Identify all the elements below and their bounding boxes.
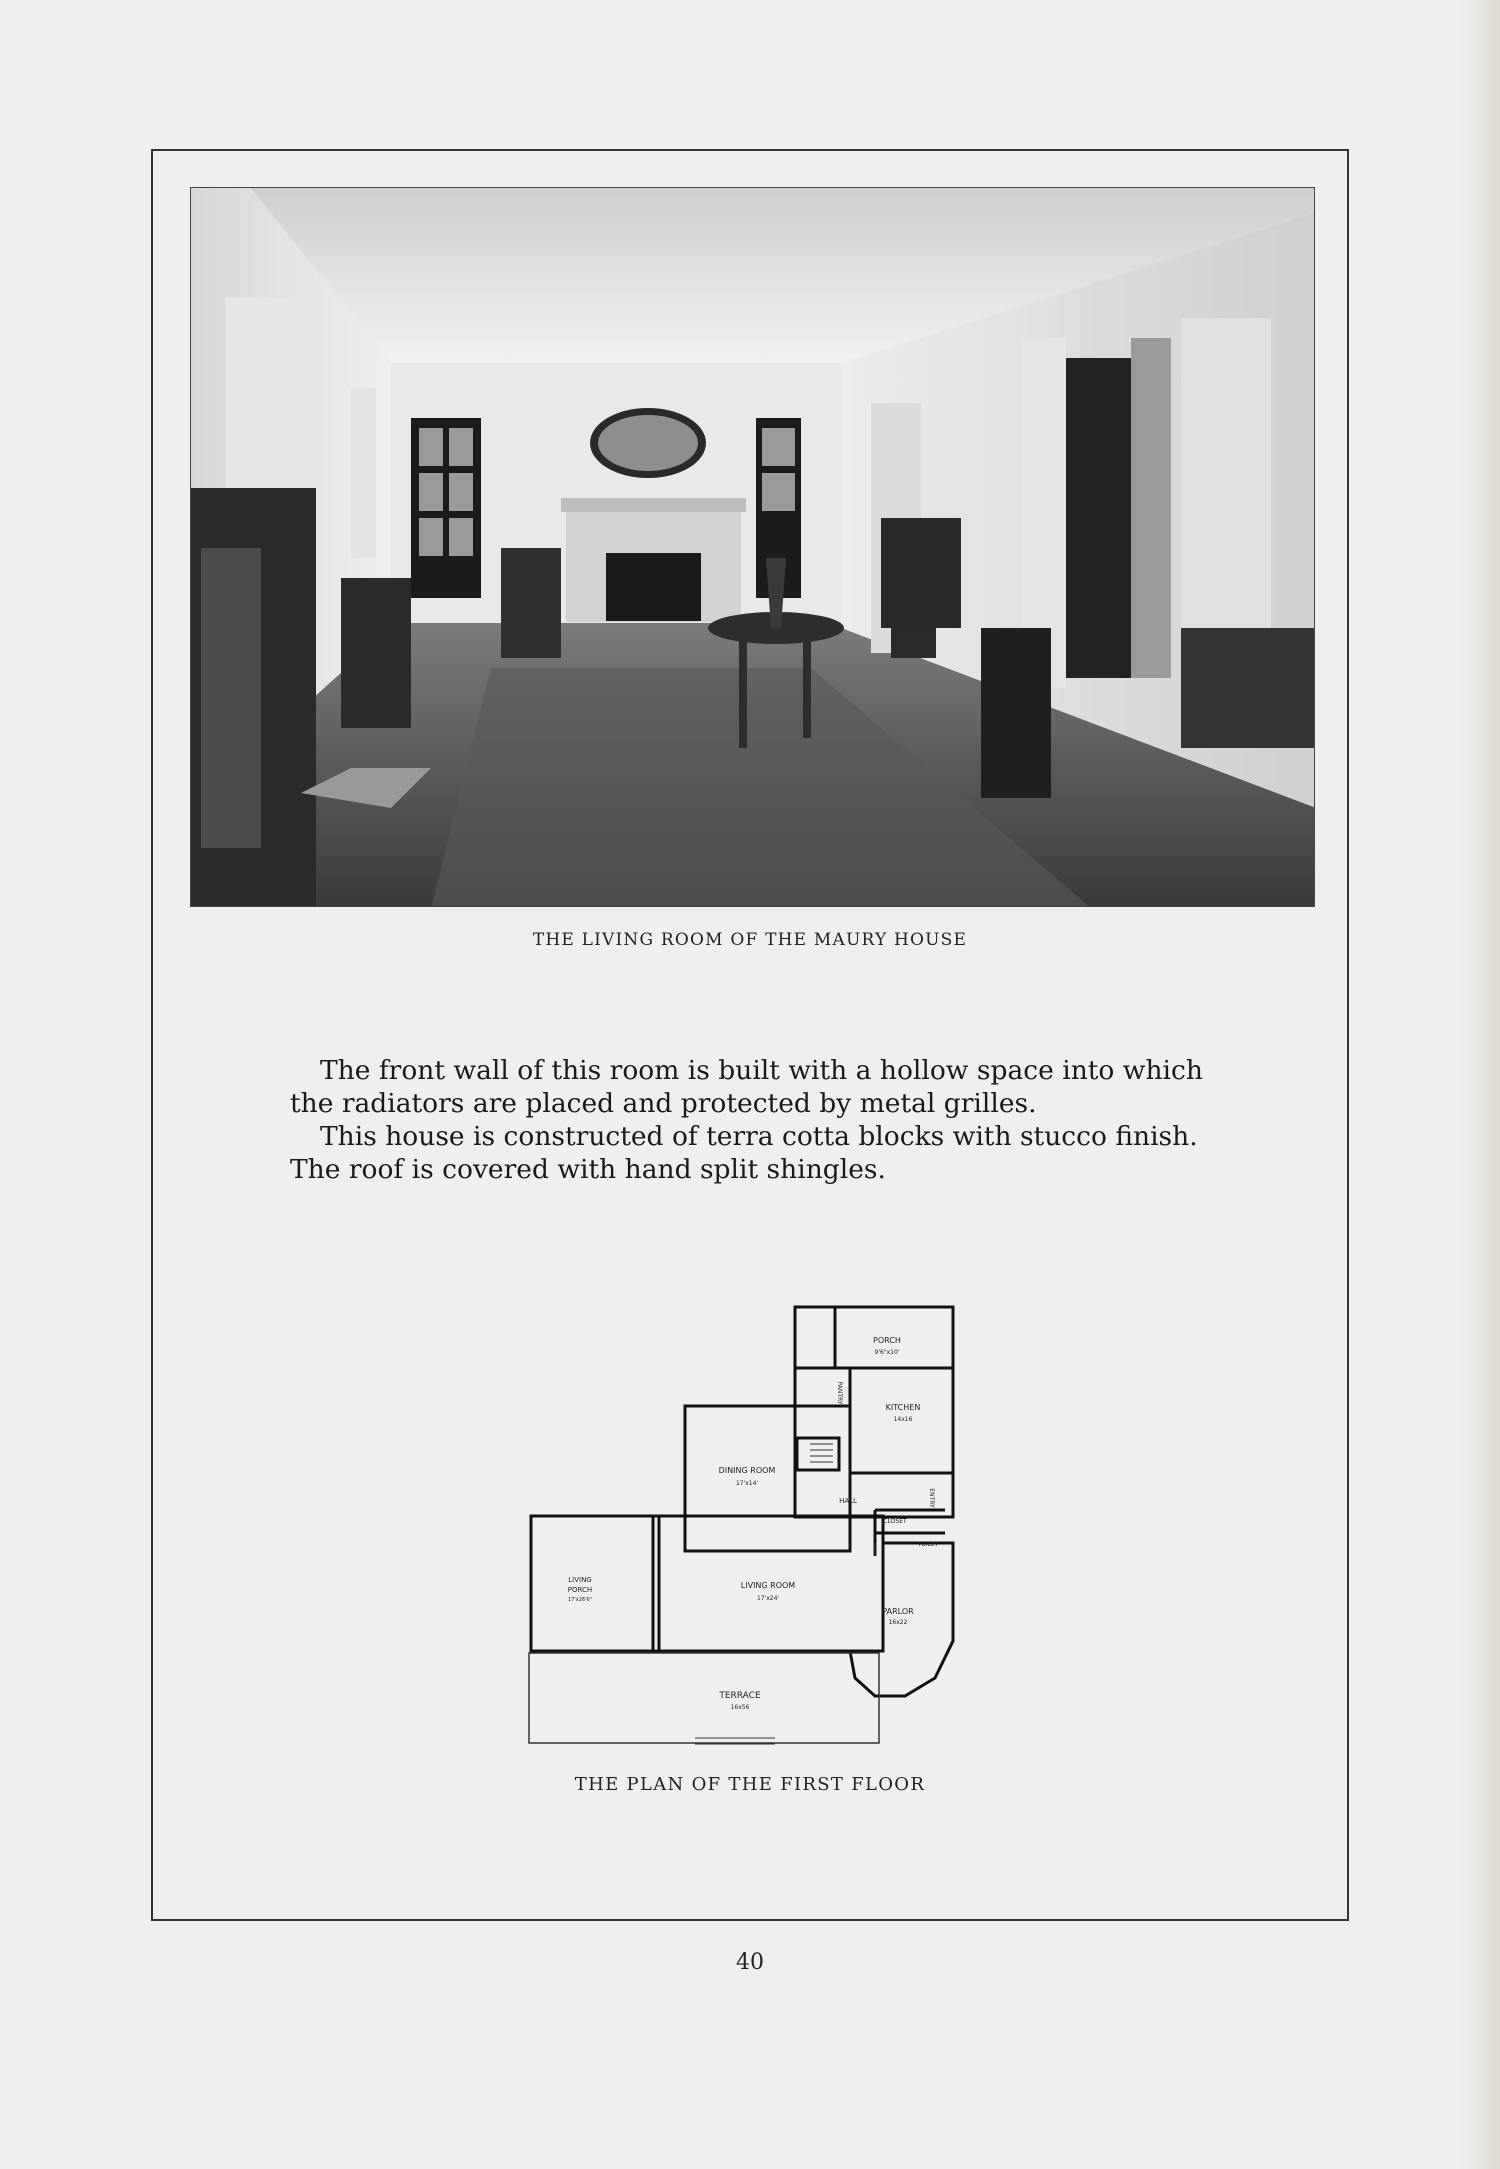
plan-label-entry: ENTRY bbox=[928, 1488, 935, 1508]
plan-label-dining-room: DINING ROOM bbox=[718, 1466, 776, 1475]
plan-dim-living-porch: 17'x26'6" bbox=[568, 1597, 592, 1603]
body-text bbox=[290, 1054, 1212, 1186]
paragraph: This house is constructed of terra cotta blocks with stucco finish. The roof is covered with hand split shingles. bbox=[290, 1121, 1198, 1185]
plan-dim-living-room: 17'x24' bbox=[756, 1595, 780, 1602]
page-number: 40 bbox=[736, 1950, 764, 1975]
plan-label-pantry: PANTRY bbox=[836, 1381, 843, 1405]
plan-dim-dining-room: 17'x14' bbox=[735, 1480, 759, 1487]
plan-dim-terrace: 16x56 bbox=[730, 1704, 750, 1711]
plan-label-parlor: PARLOR bbox=[882, 1607, 914, 1616]
plan-label-hall: HALL bbox=[839, 1497, 857, 1505]
plan-dim-porch: 9'6"x10' bbox=[874, 1349, 900, 1356]
paragraph: The front wall of this room is built with a hollow space into which the radiators are placed and protected by metal grilles. bbox=[290, 1055, 1203, 1119]
page-edge-shadow bbox=[1460, 0, 1500, 2169]
plan-label-kitchen: KITCHEN bbox=[885, 1403, 921, 1412]
floor-plan bbox=[525, 1298, 985, 1758]
plan-label-terrace: TERRACE bbox=[719, 1691, 761, 1701]
plan-label-porch: PORCH bbox=[873, 1336, 901, 1345]
photo-caption: THE LIVING ROOM OF THE MAURY HOUSE bbox=[532, 930, 968, 950]
plan-label-living-porch-2: PORCH bbox=[567, 1586, 593, 1594]
plan-label-living-porch-1: LIVING bbox=[568, 1576, 592, 1584]
plan-caption: THE PLAN OF THE FIRST FLOOR bbox=[574, 1774, 926, 1795]
plan-label-toilet: TOILET bbox=[917, 1541, 939, 1548]
plan-label-living-room: LIVING ROOM bbox=[740, 1581, 796, 1590]
plan-dim-parlor: 16x22 bbox=[888, 1619, 908, 1626]
living-room-photo bbox=[190, 187, 1315, 907]
plan-label-closet: CLOSET bbox=[883, 1518, 907, 1525]
plan-dim-kitchen: 14x16 bbox=[893, 1416, 913, 1423]
